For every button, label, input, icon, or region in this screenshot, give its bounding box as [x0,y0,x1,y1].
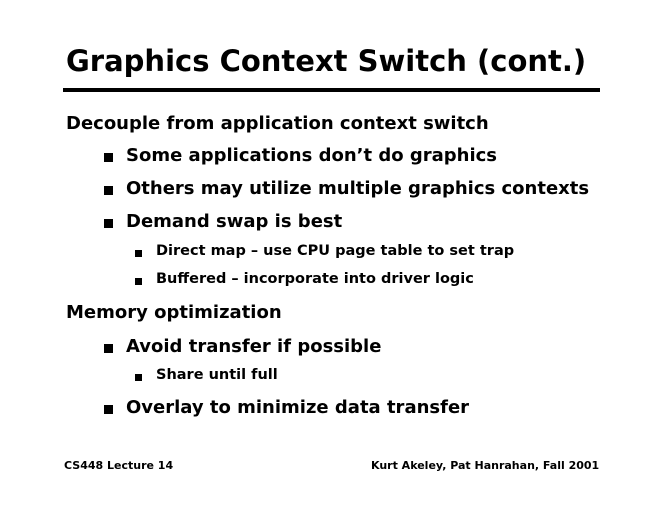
small-square-bullet-icon [135,374,142,381]
square-bullet-icon [104,186,113,195]
outline-item-no-graphics: Some applications don’t do graphics [126,145,498,166]
square-bullet-icon [104,405,113,414]
footer-course: CS448 Lecture 14 [64,459,174,472]
outline-item-avoid-transfer: Avoid transfer if possible [126,336,382,357]
outline-item-buffered: Buffered – incorporate into driver logic [156,271,474,287]
small-square-bullet-icon [135,278,142,285]
slide-title: Graphics Context Switch (cont.) [66,44,587,78]
outline-item-direct-map: Direct map – use CPU page table to set trap [156,243,515,259]
square-bullet-icon [104,153,113,162]
outline-item-overlay: Overlay to minimize data transfer [126,397,470,418]
footer-authors: Kurt Akeley, Pat Hanrahan, Fall 2001 [371,459,600,472]
outline-item-multiple-contexts: Others may utilize multiple graphics contexts [126,178,590,199]
square-bullet-icon [104,344,113,353]
outline-item-memory-optimization: Memory optimization [66,302,282,323]
outline-item-decouple: Decouple from application context switch [66,113,489,134]
title-underline [63,88,600,92]
outline-item-demand-swap: Demand swap is best [126,211,343,232]
small-square-bullet-icon [135,250,142,257]
square-bullet-icon [104,219,113,228]
outline-item-share-until-full: Share until full [156,367,278,383]
